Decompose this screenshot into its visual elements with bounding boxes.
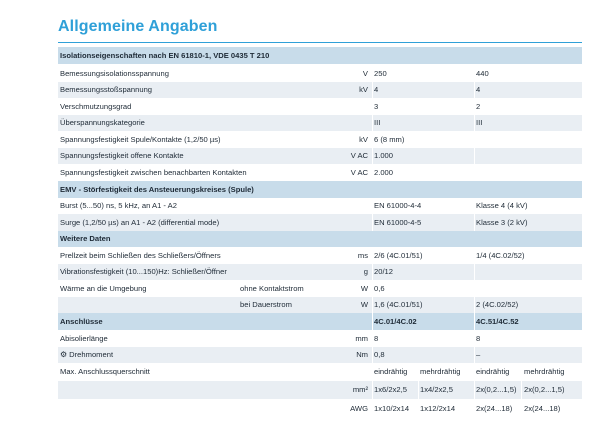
row-sublabel: bei Dauerstrom bbox=[240, 300, 292, 310]
row-value-1: 8 bbox=[374, 333, 379, 343]
model-group-1: 4C.01/4C.02 bbox=[374, 316, 417, 326]
section-title: Anschlüsse bbox=[60, 316, 103, 326]
column-divider bbox=[474, 313, 475, 418]
row-unit: ms bbox=[357, 250, 368, 260]
table-row bbox=[58, 247, 582, 264]
row-value-2: 2 bbox=[476, 101, 481, 111]
table-row bbox=[58, 198, 582, 214]
section-title: Isolationseigenschaften nach EN 61810-1, VDE 0435 T 210 bbox=[60, 50, 270, 60]
row-value-1: 0,8 bbox=[374, 350, 385, 360]
row-value-1: 4 bbox=[374, 85, 379, 95]
table-row bbox=[58, 347, 582, 363]
row-value-2: 8 bbox=[476, 333, 481, 343]
row-value-2: III bbox=[476, 118, 483, 128]
row-value-1: 250 bbox=[374, 68, 387, 78]
cell: 2x(0,2...1,5) bbox=[524, 385, 565, 395]
row-label: Bemessungsstoßspannung bbox=[60, 85, 153, 95]
row-label: Abisolierlänge bbox=[60, 333, 108, 343]
table-row bbox=[58, 131, 582, 148]
cell: mehrdrähtig bbox=[524, 367, 565, 377]
title-rule bbox=[58, 42, 582, 43]
row-value-1: 2/6 (4C.01/51) bbox=[374, 250, 423, 260]
cell: mehrdrähtig bbox=[420, 367, 461, 377]
row-unit: V bbox=[362, 68, 368, 78]
row-unit: W bbox=[360, 283, 368, 293]
section-title: Weitere Daten bbox=[60, 234, 111, 244]
section-header-weitere-daten bbox=[58, 231, 582, 247]
row-value-2: 2 (4C.02/52) bbox=[476, 300, 519, 310]
table-row bbox=[58, 164, 582, 181]
row-sublabel: ohne Kontaktstrom bbox=[240, 283, 304, 293]
column-divider bbox=[372, 313, 373, 418]
row-unit: Nm bbox=[356, 350, 368, 360]
table-row bbox=[58, 264, 582, 280]
table-row bbox=[58, 363, 582, 381]
table-row bbox=[58, 65, 582, 82]
row-unit: W bbox=[360, 300, 368, 310]
row-label: Drehmoment bbox=[69, 350, 114, 359]
row-value-1: EN 61000-4-4 bbox=[374, 201, 422, 211]
row-unit: mm bbox=[355, 333, 368, 343]
column-divider bbox=[474, 198, 475, 231]
table-row bbox=[58, 297, 582, 313]
cell: 1x12/2x14 bbox=[420, 403, 456, 413]
row-label: Spannungsfestigkeit Spule/Kontakte (1,2/50 µs) bbox=[60, 134, 221, 144]
row-value-2: 1/4 (4C.02/52) bbox=[476, 250, 525, 260]
section-header-anschluesse bbox=[58, 313, 582, 330]
column-divider bbox=[474, 247, 475, 313]
section-header-isolation bbox=[58, 47, 582, 64]
row-label: Prellzeit beim Schließen des Schließers/Öffners bbox=[60, 250, 221, 260]
row-value-1: 1.000 bbox=[374, 151, 394, 161]
table-row bbox=[58, 330, 582, 347]
table-row bbox=[58, 280, 582, 297]
row-unit: V AC bbox=[350, 167, 368, 177]
row-label: Wärme an die Umgebung bbox=[60, 283, 147, 293]
column-divider bbox=[474, 65, 475, 181]
cell: 2x(0,2...1,5) bbox=[476, 385, 517, 395]
row-label-drehmoment bbox=[60, 351, 113, 359]
cell: 2x(24...18) bbox=[476, 403, 513, 413]
row-value-2: – bbox=[476, 350, 481, 360]
cell: 2x(24...18) bbox=[524, 403, 561, 413]
column-divider bbox=[372, 65, 373, 181]
row-label: Spannungsfestigkeit zwischen benachbarten Kontakten bbox=[60, 167, 247, 177]
row-label: Spannungsfestigkeit offene Kontakte bbox=[60, 151, 184, 161]
table-row bbox=[58, 148, 582, 164]
table-row bbox=[58, 82, 582, 98]
table-row bbox=[58, 399, 582, 418]
cell: 1x10/2x14 bbox=[374, 403, 410, 413]
row-label: Surge (1,2/50 µs) an A1 - A2 (differential mode) bbox=[60, 217, 220, 227]
table-row bbox=[58, 98, 582, 115]
row-label: Max. Anschlussquerschnitt bbox=[60, 367, 150, 377]
column-divider bbox=[418, 363, 419, 418]
row-value-1: 3 bbox=[374, 101, 379, 111]
row-value-2: 440 bbox=[476, 68, 489, 78]
row-value-2: 4 bbox=[476, 85, 481, 95]
column-divider bbox=[372, 247, 373, 313]
cell: 1x4/2x2,5 bbox=[420, 385, 453, 395]
cell: 1x6/2x2,5 bbox=[374, 385, 407, 395]
row-value-1: 20/12 bbox=[374, 267, 394, 277]
row-value-1: EN 61000-4-5 bbox=[374, 217, 422, 227]
row-unit: kV bbox=[359, 134, 368, 144]
cell: eindrähtig bbox=[374, 367, 408, 377]
row-label: Burst (5...50) ns, 5 kHz, an A1 - A2 bbox=[60, 201, 177, 211]
row-value-1: 1,6 (4C.01/51) bbox=[374, 300, 423, 310]
table-row bbox=[58, 381, 582, 399]
model-group-2: 4C.51/4C.52 bbox=[476, 316, 519, 326]
row-unit: g bbox=[363, 267, 368, 277]
row-unit: AWG bbox=[350, 403, 368, 413]
column-divider bbox=[372, 198, 373, 231]
row-value-1: 2.000 bbox=[374, 167, 394, 177]
table-row bbox=[58, 115, 582, 131]
row-value-1: 0,6 bbox=[374, 283, 385, 293]
section-header-emv bbox=[58, 181, 582, 198]
row-value-1: 6 (8 mm) bbox=[374, 134, 405, 144]
row-label: Verschmutzungsgrad bbox=[60, 101, 132, 111]
row-label: Überspannungskategorie bbox=[60, 118, 145, 128]
row-label: Bemessungsisolationsspannung bbox=[60, 68, 169, 78]
row-unit: V AC bbox=[350, 151, 368, 161]
row-unit: kV bbox=[359, 85, 368, 95]
table-row bbox=[58, 214, 582, 231]
row-value-2: Klasse 4 (4 kV) bbox=[476, 201, 528, 211]
row-value-1: III bbox=[374, 118, 381, 128]
section-title: EMV - Störfestigkeit des Ansteuerungskreises (Spule) bbox=[60, 184, 254, 194]
torque-icon: ⚙ bbox=[60, 350, 68, 359]
page-title: Allgemeine Angaben bbox=[58, 18, 218, 35]
row-unit: mm² bbox=[352, 385, 368, 395]
row-value-2: Klasse 3 (2 kV) bbox=[476, 217, 528, 227]
cell: eindrähtig bbox=[476, 367, 510, 377]
row-label: Vibrationsfestigkeit (10...150)Hz: Schließer/Öffner bbox=[60, 267, 227, 277]
column-divider bbox=[521, 363, 522, 418]
